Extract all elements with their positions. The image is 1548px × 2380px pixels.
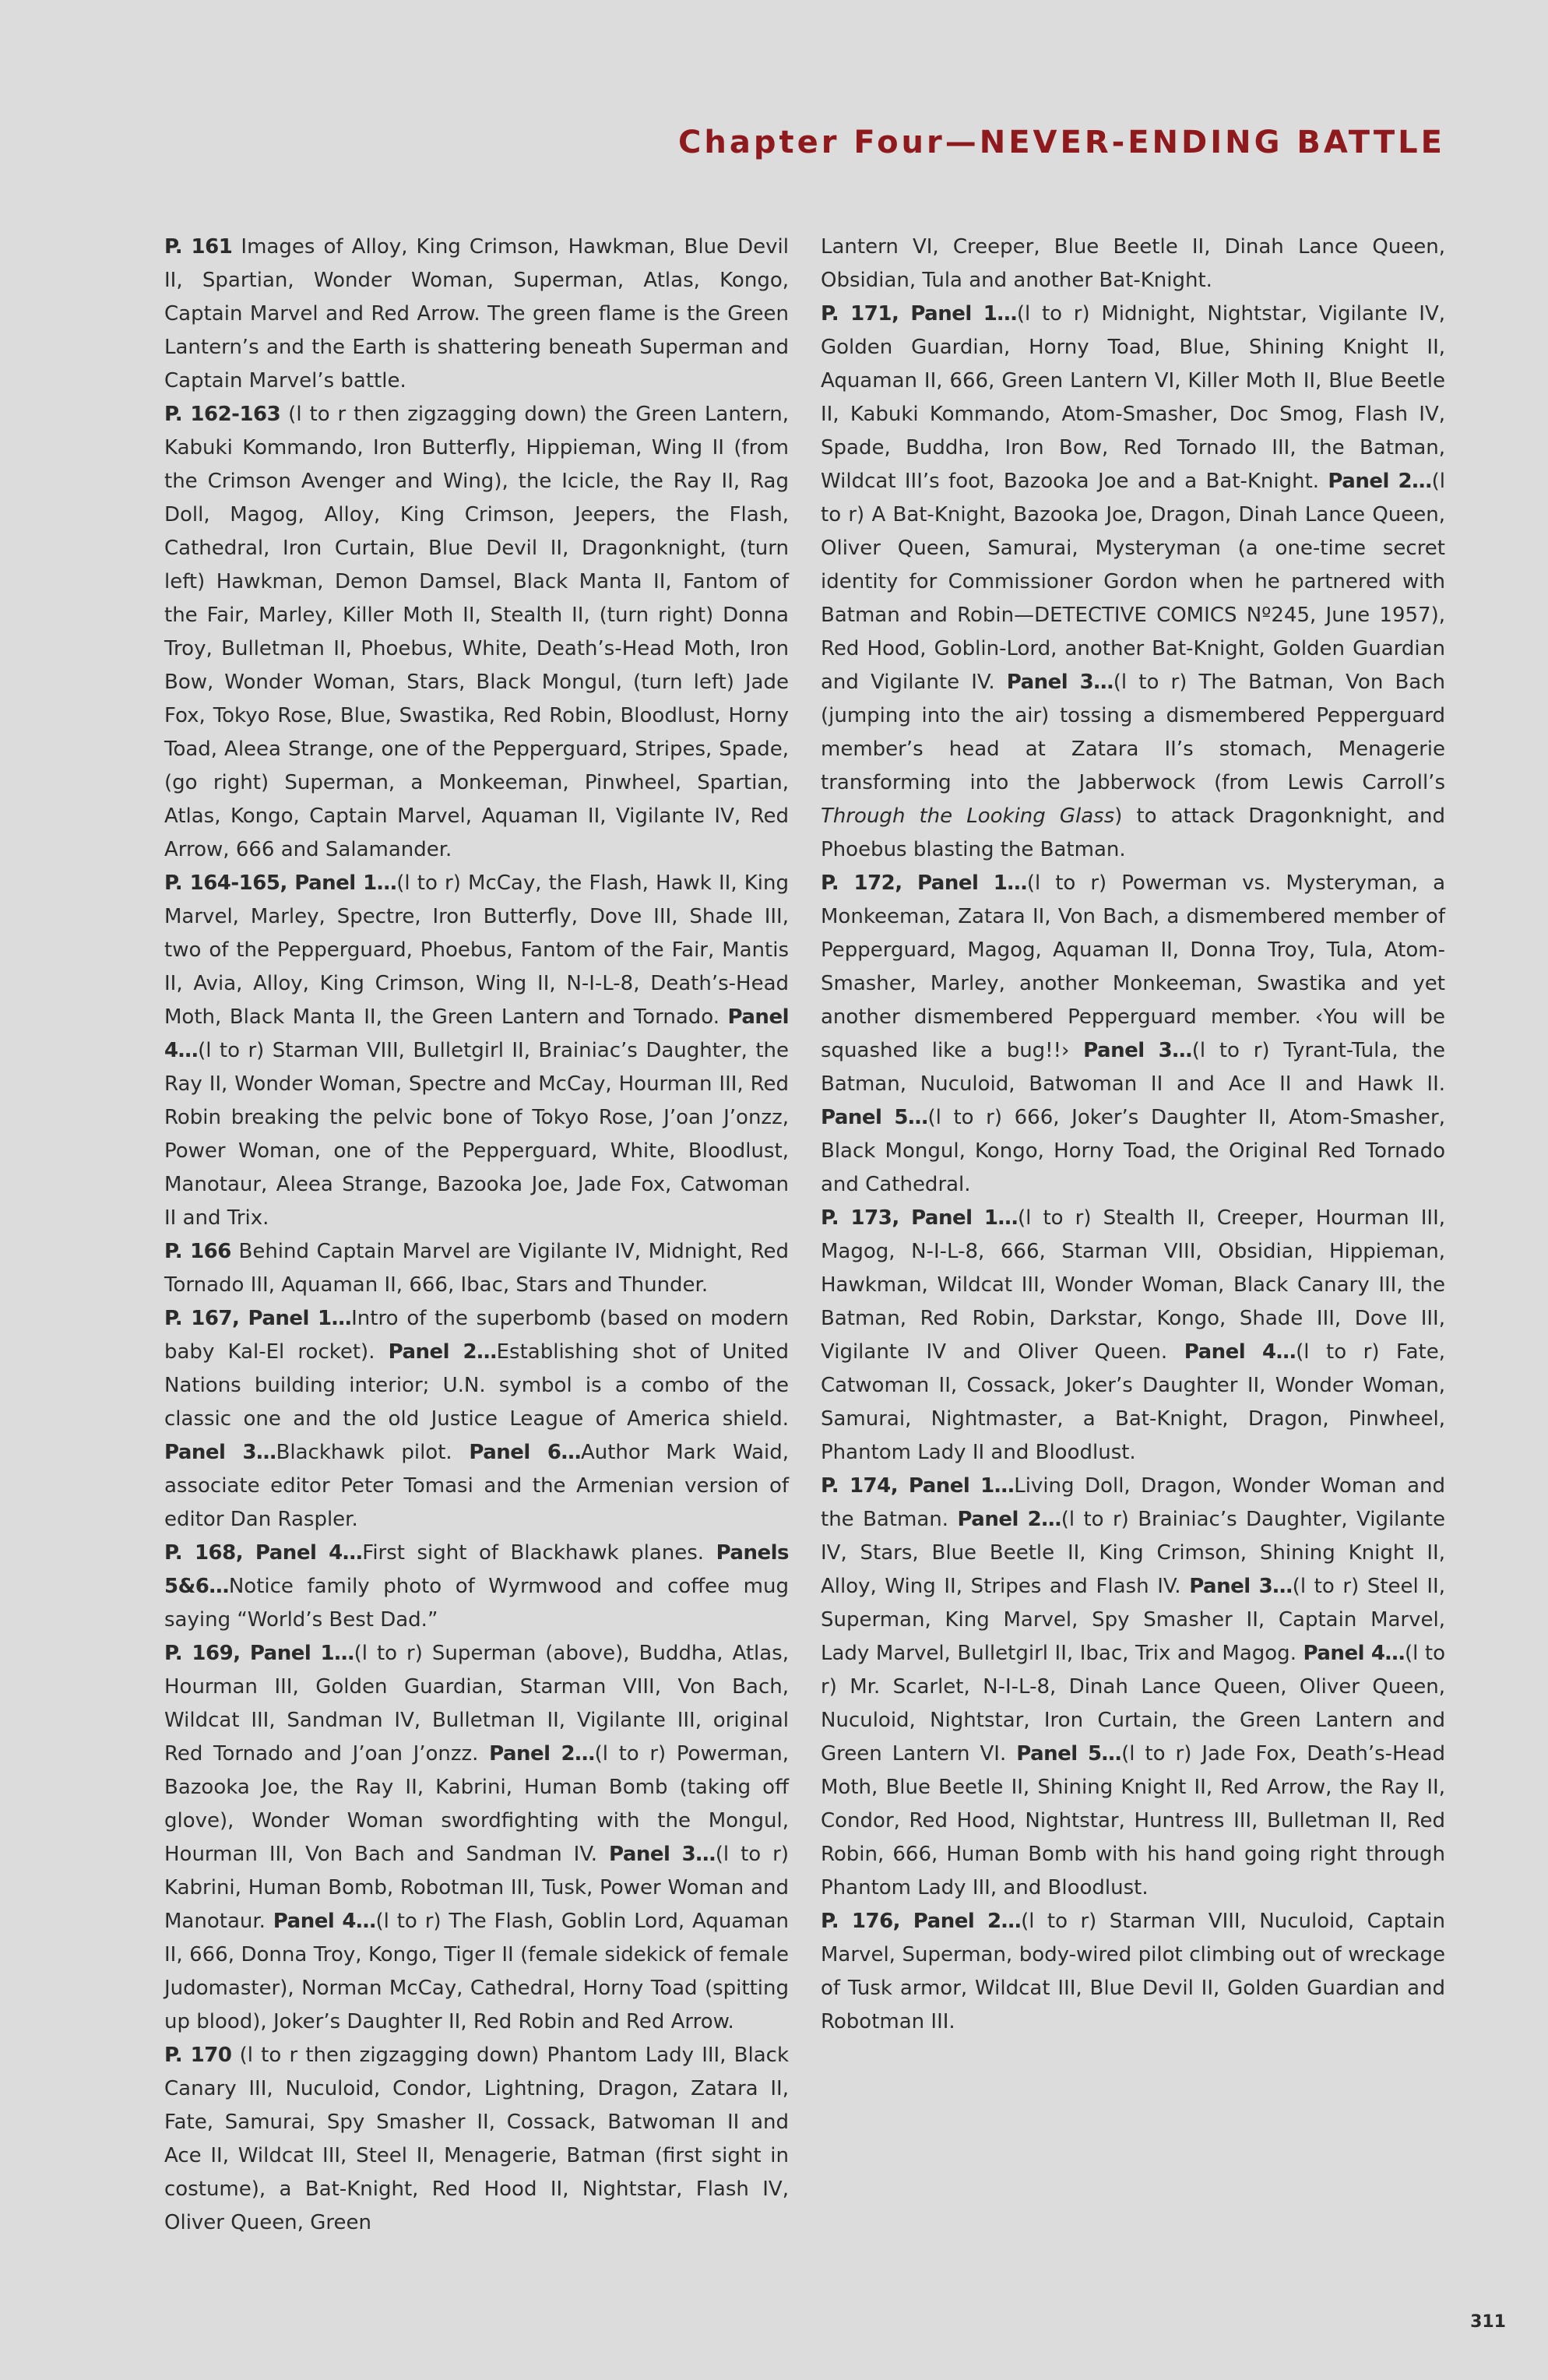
entry-text: (l to r then zigzagging down) Phantom Lady III, Black Canary III, Nuculoid, Condor, Lightning, Dragon, Zatara II, Fate, Samurai, Spy Smasher II, Cossack, Batwoman II and Ace II, Wildcat III, Steel II, Menagerie, Batman (first sight in costume), a Bat-Knight, Red Hood II, Nightstar, Flash IV, Oliver Queen, Green <box>164 2044 790 2234</box>
entry-text: (l to r) A Bat-Knight, Bazooka Joe, Dragon, Dinah Lance Queen, Oliver Queen, Samurai, Mysteryman (a one-time secret identity for Commissioner Gordon when he partnered with Batman and Robin—DETECTIVE COMICS Nº245, June 1957), Red Hood, Goblin-Lord, another Bat-Knight, Golden Guardian and Vigilante IV. <box>821 470 1445 694</box>
entry-paragraph <box>821 867 1445 1202</box>
entry-reference: Panel 4… <box>164 1005 789 1062</box>
entry-reference: P. 166 <box>164 1240 231 1263</box>
entry-text: (l to r) Fate, Catwoman II, Cossack, Joker’s Daughter II, Wonder Woman, Samurai, Nightmaster, a Bat-Knight, Dragon, Pinwheel, Phantom Lady II and Bloodlust. <box>821 1340 1445 1464</box>
entry-text: Behind Captain Marvel are Vigilante IV, Midnight, Red Tornado III, Aquaman II, 666, Ibac, Stars and Thunder. <box>164 1240 789 1297</box>
left-column <box>164 231 789 2240</box>
entry-reference: P. 172, Panel 1… <box>821 871 1027 895</box>
entry-title-italic: Through the Looking Glass <box>821 804 1115 828</box>
entry-text: (l to r) Starman VIII, Bulletgirl II, Brainiac’s Daughter, the Ray II, Wonder Woman, Spectre and McCay, Hourman III, Red Robin breaking the pelvic bone of Tokyo Rose, J’oan J’onzz, Power Woman, one of the Pepperguard, White, Bloodlust, Manotaur, Aleea Strange, Bazooka Joe, Jade Fox, Catwoman II and Trix. <box>164 1039 789 1230</box>
entry-reference: Panel 4… <box>1303 1642 1405 1665</box>
entry-reference: Panel 2… <box>489 1742 595 1766</box>
entry-text: Lantern VI, Creeper, Blue Beetle II, Dinah Lance Queen, Obsidian, Tula and another Bat-Knight. <box>821 235 1445 292</box>
entry-reference: Panel 6… <box>469 1441 581 1464</box>
entry-reference: Panel 2… <box>1328 470 1432 493</box>
entry-reference: P. 168, Panel 4… <box>164 1541 363 1565</box>
entry-reference: Panels 5&6… <box>164 1541 790 1598</box>
entry-text: (l to r) Brainiac’s Daughter, Vigilante IV, Stars, Blue Beetle II, King Crimson, Shining Knight II, Alloy, Wing II, Stripes and Flash IV. <box>821 1508 1445 1598</box>
entry-paragraph <box>164 398 789 867</box>
entry-text: (l to r) Superman (above), Buddha, Atlas, Hourman III, Golden Guardian, Starman VIII, Von Bach, Wildcat III, Sandman IV, Bulletman II, Vigilante III, original Red Tornado and J’oan J’onzz. <box>164 1642 789 1766</box>
entry-reference: P. 170 <box>164 2044 232 2067</box>
entry-paragraph <box>164 1537 789 1637</box>
entry-text: (l to r) The Batman, Von Bach (jumping into the air) tossing a dismembered Pepperguard member’s head at Zatara II’s stomach, Menagerie transforming into the Jabberwock (from Lewis Carroll’s <box>821 671 1445 794</box>
entry-reference: P. 164-165, Panel 1… <box>164 871 397 895</box>
entry-text: (l to r) McCay, the Flash, Hawk II, King Marvel, Marley, Spectre, Iron Butterfly, Dove III, Shade III, two of the Pepperguard, Phoebus, Fantom of the Fair, Mantis II, Avia, Alloy, King Crimson, Wing II, N-I-L-8, Death’s-Head Moth, Black Manta II, the Green Lantern and Tornado. <box>164 871 789 1029</box>
entry-reference: P. 167, Panel 1… <box>164 1307 352 1330</box>
entry-reference: Panel 3… <box>1006 671 1114 694</box>
entry-paragraph <box>164 867 789 1235</box>
entry-text: Living Doll, Dragon, Wonder Woman and the Batman. <box>821 1474 1445 1531</box>
entry-paragraph <box>821 1202 1445 1470</box>
entry-text: (l to r) Kabrini, Human Bomb, Robotman III, Tusk, Power Woman and Manotaur. <box>164 1843 789 1933</box>
entry-reference: P. 174, Panel 1… <box>821 1474 1015 1498</box>
entry-reference: Panel 3… <box>164 1441 276 1464</box>
entry-text: First sight of Blackhawk planes. <box>362 1541 716 1565</box>
entry-reference: P. 161 <box>164 235 233 259</box>
entry-reference: Panel 5… <box>1016 1742 1122 1766</box>
entry-reference: Panel 4… <box>1184 1340 1296 1364</box>
entry-reference: P. 171, Panel 1… <box>821 302 1017 326</box>
entry-text: Establishing shot of United Nations building interior; U.N. symbol is a combo of the classic one and the old Justice League of America shield. <box>164 1340 789 1431</box>
entry-reference: Panel 3… <box>1189 1575 1293 1598</box>
entry-paragraph <box>164 231 789 398</box>
entry-text: (l to r) Powerman, Bazooka Joe, the Ray II, Kabrini, Human Bomb (taking off glove), Wonder Woman swordfighting with the Mongul, Hourman III, Von Bach and Sandman IV. <box>164 1742 789 1866</box>
entry-reference: Panel 2… <box>957 1508 1061 1531</box>
entry-text: (l to r) Tyrant-Tula, the Batman, Nuculoid, Batwoman II and Ace II and Hawk II. <box>821 1039 1446 1096</box>
entry-paragraph <box>821 231 1445 298</box>
entry-paragraph <box>821 1905 1445 2039</box>
entry-text: (l to r) 666, Joker’s Daughter II, Atom-Smasher, Black Mongul, Kongo, Horny Toad, the Original Red Tornado and Cathedral. <box>821 1106 1445 1196</box>
entry-reference: Panel 4… <box>273 1910 376 1933</box>
entry-paragraph <box>164 1235 789 1302</box>
entry-text: (l to r then zigzagging down) the Green Lantern, Kabuki Kommando, Iron Butterfly, Hippieman, Wing II (from the Crimson Avenger and Wing), the Icicle, the Ray II, Rag Doll, Magog, Alloy, King Crimson, Jeepers, the Flash, Cathedral, Iron Curtain, Blue Devil II, Dragonknight, (turn left) Hawkman, Demon Damsel, Black Manta II, Fantom of the Fair, Marley, Killer Moth II, Stealth II, (turn right) Donna Troy, Bulletman II, Phoebus, White, Death’s-Head Moth, Iron Bow, Wonder Woman, Stars, Black Mongul, (turn left) Jade Fox, Tokyo Rose, Blue, Swastika, Red Robin, Bloodlust, Horny Toad, Aleea Strange, one of the Pepperguard, Stripes, Spade, (go right) Superman, a Monkeeman, Pinwheel, Spartian, Atlas, Kongo, Captain Marvel, Aquaman II, Vigilante IV, Red Arrow, 666 and Salamander. <box>164 403 790 861</box>
entry-text: (l to r) Stealth II, Creeper, Hourman III, Magog, N-I-L-8, 666, Starman VIII, Obsidian, Hippieman, Hawkman, Wildcat III, Wonder Woman, Black Canary III, the Batman, Red Robin, Darkstar, Kongo, Shade III, Dove III, Vigilante IV and Oliver Queen. <box>821 1206 1445 1364</box>
entry-paragraph <box>164 2039 789 2240</box>
entry-reference: P. 162-163 <box>164 403 281 426</box>
entry-text: (l to r) Powerman vs. Mysteryman, a Monkeeman, Zatara II, Von Bach, a dismembered member of Pepperguard, Magog, Aquaman II, Donna Troy, Tula, Atom-Smasher, Marley, another Monkeeman, Swastika and yet another dismembered Pepperguard member. ‹You will be squashed like a bug!!› <box>821 871 1445 1062</box>
entry-text: Author Mark Waid, associate editor Peter Tomasi and the Armenian version of editor Dan Raspler. <box>164 1441 789 1531</box>
entry-text: (l to r) Steel II, Superman, King Marvel, Spy Smasher II, Captain Marvel, Lady Marvel, Bulletgirl II, Ibac, Trix and Magog. <box>821 1575 1445 1665</box>
entry-paragraph <box>821 298 1445 867</box>
entry-paragraph <box>164 1637 789 2039</box>
entry-reference: Panel 3… <box>608 1843 716 1866</box>
entry-reference: Panel 2… <box>388 1340 497 1364</box>
right-column <box>821 231 1445 2039</box>
entry-text: (l to r) Mr. Scarlet, N-I-L-8, Dinah Lance Queen, Oliver Queen, Nuculoid, Nightstar, Iron Curtain, the Green Lantern and Green Lantern VI. <box>821 1642 1445 1766</box>
entry-text: Blackhawk pilot. <box>276 1441 470 1464</box>
entry-text: (l to r) Jade Fox, Death’s-Head Moth, Blue Beetle II, Shining Knight II, Red Arrow, the Ray II, Condor, Red Hood, Nightstar, Huntress III, Bulletman II, Red Robin, 666, Human Bomb with his hand going right through Phantom Lady III, and Bloodlust. <box>821 1742 1446 1899</box>
entry-reference: P. 173, Panel 1… <box>821 1206 1019 1230</box>
entry-text: (l to r) The Flash, Goblin Lord, Aquaman II, 666, Donna Troy, Kongo, Tiger II (female sidekick of female Judomaster), Norman McCay, Cathedral, Horny Toad (spitting up blood), Joker’s Daughter II, Red Robin and Red Arrow. <box>164 1910 789 2033</box>
entry-text: (l to r) Midnight, Nightstar, Vigilante IV, Golden Guardian, Horny Toad, Blue, Shining Knight II, Aquaman II, 666, Green Lantern VI, Killer Moth II, Blue Beetle II, Kabuki Kommando, Atom-Smasher, Doc Smog, Flash IV, Spade, Buddha, Iron Bow, Red Tornado III, the Batman, Wildcat III’s foot, Bazooka Joe and a Bat-Knight. <box>821 302 1445 493</box>
entry-paragraph <box>164 1302 789 1537</box>
entry-text: Images of Alloy, King Crimson, Hawkman, Blue Devil II, Spartian, Wonder Woman, Superman, Atlas, Kongo, Captain Marvel and Red Arrow. The green flame is the Green Lantern’s and the Earth is shattering beneath Superman and Captain Marvel’s battle. <box>164 235 790 393</box>
entry-reference: Panel 5… <box>821 1106 928 1129</box>
page-number: 311 <box>1470 2312 1506 2332</box>
entry-reference: Panel 3… <box>1083 1039 1192 1062</box>
entry-text: Notice family photo of Wyrmwood and coffee mug saying “World’s Best Dad.” <box>164 1575 789 1632</box>
entry-text: (l to r) Starman VIII, Nuculoid, Captain Marvel, Superman, body-wired pilot climbing out of wreckage of Tusk armor, Wildcat III, Blue Devil II, Golden Guardian and Robotman III. <box>821 1910 1445 2033</box>
entry-paragraph <box>821 1470 1445 1905</box>
chapter-title: Chapter Four—NEVER-ENDING BATTLE <box>678 125 1445 160</box>
entry-text: ) to attack Dragonknight, and Phoebus blasting the Batman. <box>821 804 1446 861</box>
entry-reference: P. 169, Panel 1… <box>164 1642 354 1665</box>
entry-text: Intro of the superbomb (based on modern baby Kal-El rocket). <box>164 1307 789 1364</box>
entry-reference: P. 176, Panel 2… <box>821 1910 1022 1933</box>
